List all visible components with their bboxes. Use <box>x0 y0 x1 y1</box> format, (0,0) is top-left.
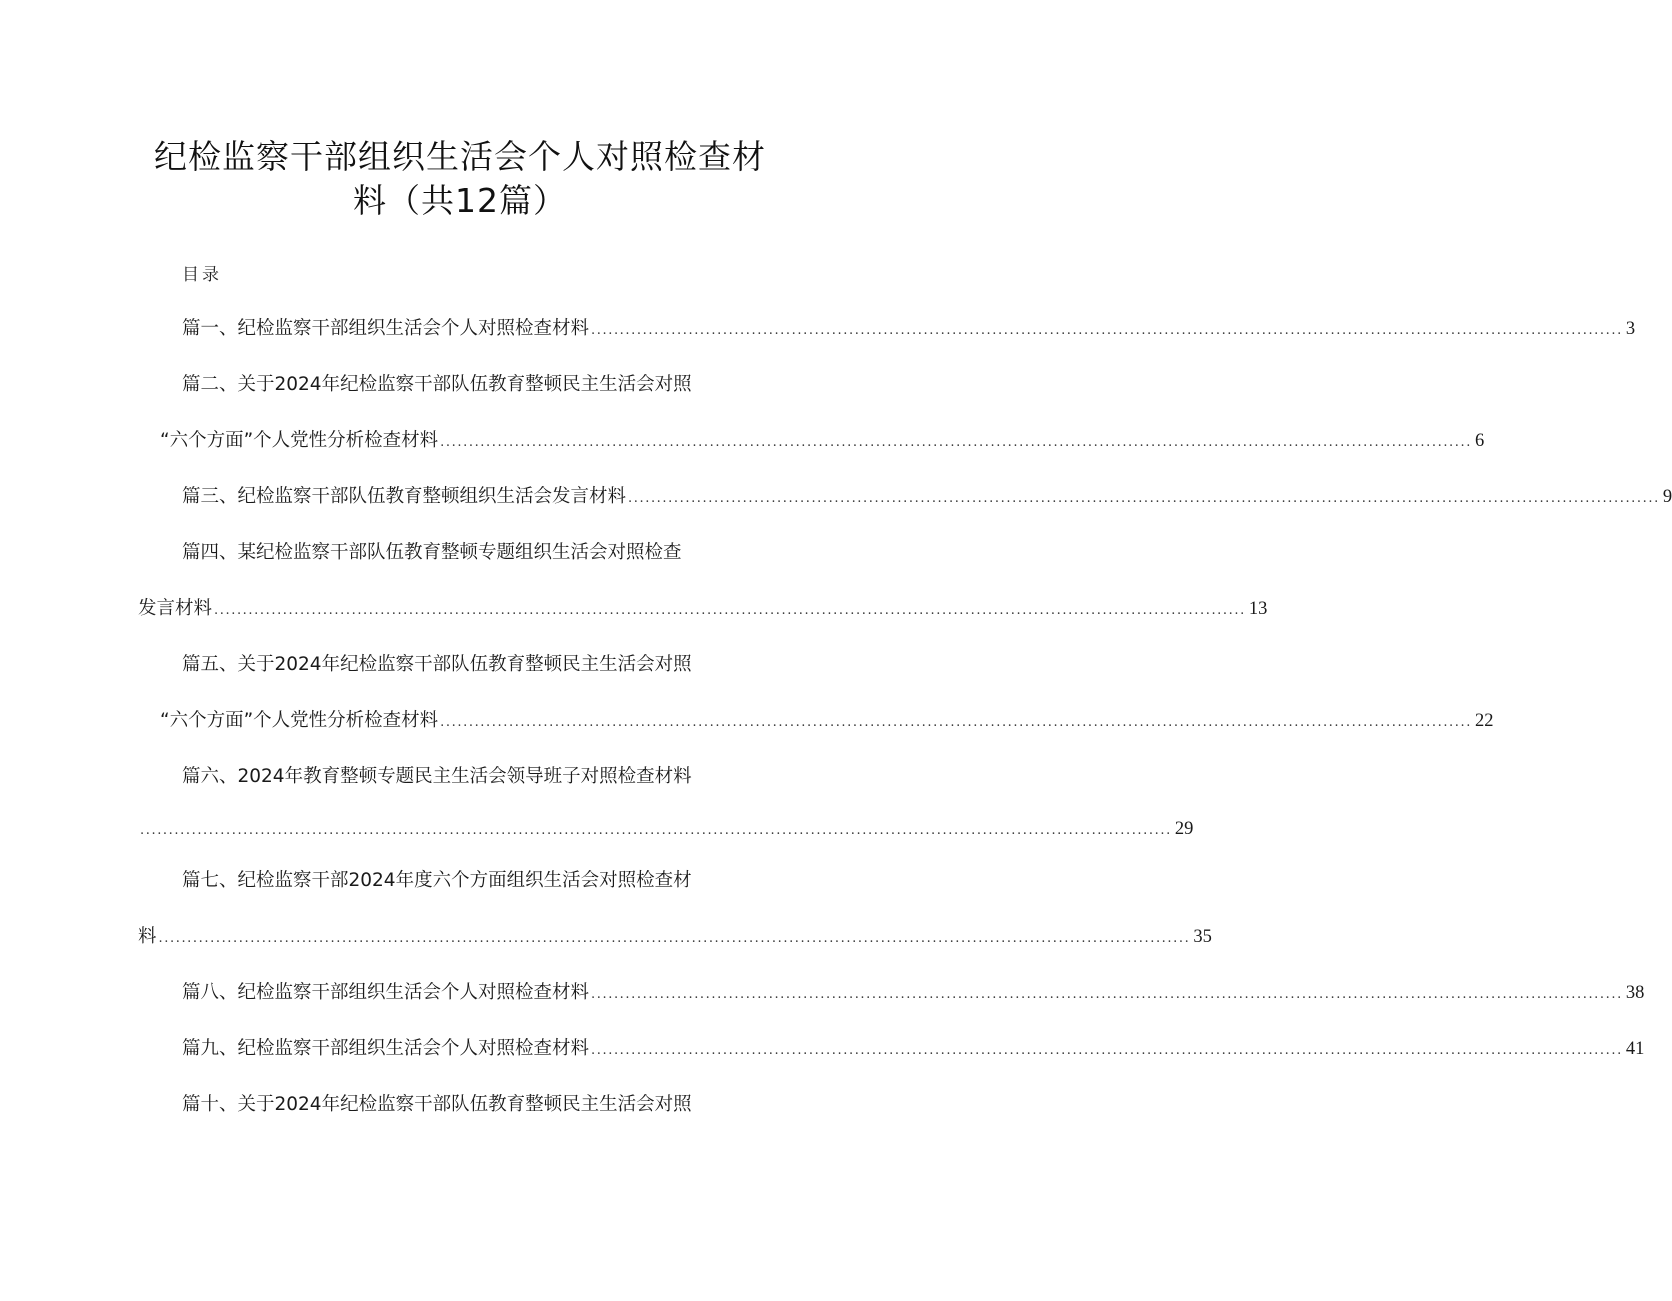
toc-entry-label: 料 <box>138 926 157 947</box>
toc-entry-label: 篇二、关于2024年纪检监察干部队伍教育整顿民主生活会对照 <box>182 374 692 395</box>
toc-entry-label: 发言材料 <box>138 598 213 619</box>
toc-entry-7-line-2[interactable] <box>138 925 1212 949</box>
toc-entry-3[interactable] <box>182 485 1672 509</box>
toc-entry-label: 篇九、纪检监察干部组织生活会个人对照检查材料 <box>182 1038 590 1059</box>
toc-leader-dots: .................................................................................................................................................................................... <box>591 323 1623 338</box>
toc-entry-label: “六个方面”个人党性分析检查材料 <box>160 430 439 451</box>
toc-leader-dots: .................................................................................................................................................................................... <box>440 435 1472 450</box>
toc-entry-label: 篇七、纪检监察干部2024年度六个方面组织生活会对照检查材 <box>182 870 692 891</box>
toc-leader-dots: .................................................................................................................................................................................... <box>628 491 1660 506</box>
toc-entry-label: 篇八、纪检监察干部组织生活会个人对照检查材料 <box>182 982 590 1003</box>
toc-entry-label: 篇五、关于2024年纪检监察干部队伍教育整顿民主生活会对照 <box>182 654 692 675</box>
toc-entry-6-line-1[interactable] <box>182 765 782 789</box>
toc-page-number: 35 <box>1193 927 1212 947</box>
toc-page-number: 6 <box>1475 431 1485 451</box>
toc-entry-2-line-2[interactable] <box>160 429 1485 453</box>
toc-page-number: 41 <box>1625 1039 1645 1059</box>
toc-heading: 目录 <box>182 265 222 285</box>
toc-leader-dots: .................................................................................................................................................................................... <box>214 603 1246 618</box>
toc-entry-label: 篇一、纪检监察干部组织生活会个人对照检查材料 <box>182 318 590 339</box>
toc-entry-7-line-1[interactable] <box>182 869 782 893</box>
toc-leader-dots: .................................................................................................................................................................................... <box>140 823 1172 838</box>
document-title-line-1: 纪检监察干部组织生活会个人对照检查材 <box>154 137 766 176</box>
toc-page-number: 3 <box>1625 319 1636 339</box>
toc-page-number: 9 <box>1662 487 1672 507</box>
toc-entry-5-line-2[interactable] <box>160 709 1494 733</box>
toc-entry-4-line-1[interactable] <box>182 541 782 565</box>
toc-page-number: 22 <box>1475 711 1494 731</box>
toc-entry-10-line-1[interactable] <box>182 1093 782 1117</box>
toc-entry-label: 篇三、纪检监察干部队伍教育整顿组织生活会发言材料 <box>182 486 627 507</box>
toc-entry-5-line-1[interactable] <box>182 653 782 677</box>
toc-entry-label: “六个方面”个人党性分析检查材料 <box>160 710 439 731</box>
toc-leader-dots: .................................................................................................................................................................................... <box>440 715 1472 730</box>
document-title-line-2: 料（共12篇） <box>353 181 567 220</box>
toc-entry-label: 篇十、关于2024年纪检监察干部队伍教育整顿民主生活会对照 <box>182 1094 692 1115</box>
toc-leader-dots: .................................................................................................................................................................................... <box>591 987 1623 1002</box>
toc-page-number: 13 <box>1248 599 1268 619</box>
toc-entry-9[interactable] <box>182 1037 1645 1061</box>
toc-entry-8[interactable] <box>182 981 1645 1005</box>
toc-entry-2-line-1[interactable] <box>182 373 782 397</box>
toc-page-number: 29 <box>1174 819 1194 839</box>
toc-entry-label: 篇四、某纪检监察干部队伍教育整顿专题组织生活会对照检查 <box>182 542 682 563</box>
toc-entry-4-line-2[interactable] <box>138 597 1268 621</box>
toc-entry-1[interactable] <box>182 317 1636 341</box>
toc-page-number: 38 <box>1625 983 1645 1003</box>
toc-leader-dots: .................................................................................................................................................................................... <box>158 931 1191 946</box>
toc-leader-dots: .................................................................................................................................................................................... <box>591 1043 1623 1058</box>
toc-entry-label: 篇六、2024年教育整顿专题民主生活会领导班子对照检查材料 <box>182 766 692 787</box>
toc-entry-6-line-2[interactable] <box>138 817 1194 841</box>
